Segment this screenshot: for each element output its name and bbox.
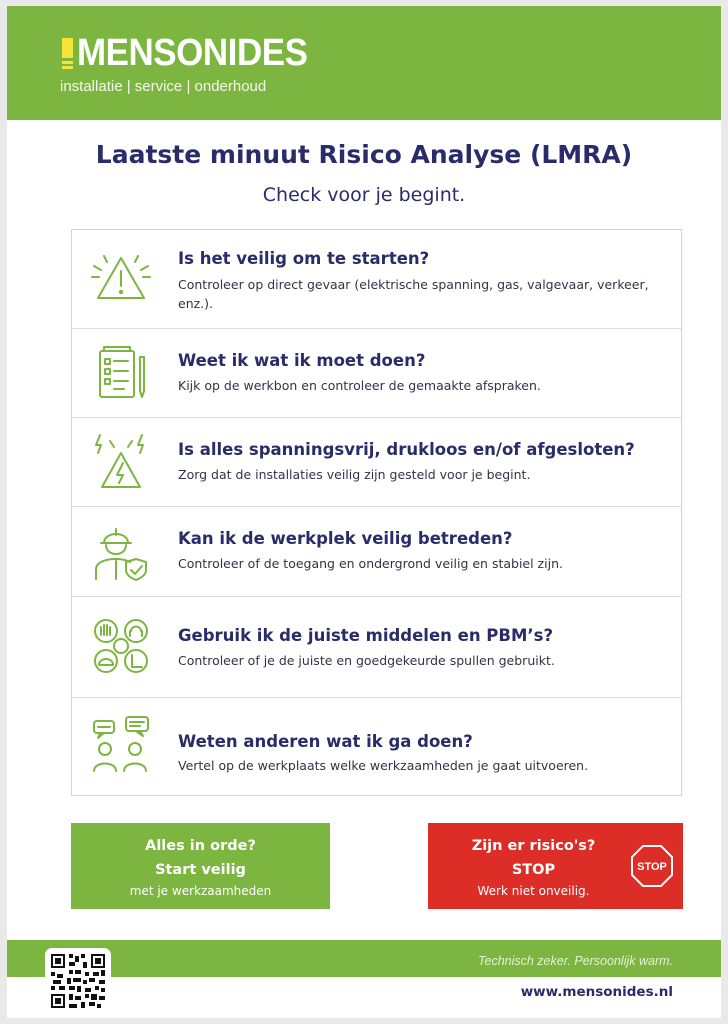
risk-question: Zijn er risico's? [471, 838, 596, 854]
stop-panel [428, 823, 683, 909]
header [7, 6, 721, 120]
yellow-bars-logo-icon [62, 38, 73, 70]
checklist-clipboard-icon [90, 343, 152, 405]
checklist-item [72, 507, 681, 597]
checklist-question: Is alles spanningsvrij, drukloos en/of afgesloten? [178, 440, 635, 459]
stop-sign-text: STOP [637, 861, 667, 873]
checklist-item [72, 230, 681, 329]
page-title: Laatste minuut Risico Analyse (LMRA) [95, 140, 633, 169]
checklist [71, 229, 682, 796]
risk-action: STOP [511, 862, 556, 878]
checklist-question: Weten anderen wat ik ga doen? [178, 732, 473, 751]
checklist-question: Kan ik de werkplek veilig betreden? [178, 529, 513, 548]
ok-note: met je werkzaamheden [129, 884, 272, 898]
checklist-question: Gebruik ik de juiste middelen en PBM’s? [178, 626, 554, 645]
stop-sign-icon [630, 844, 674, 888]
start-safely-panel [71, 823, 330, 909]
checklist-description: Vertel op de werkplaats welke werkzaamheden je gaat uitvoeren. [178, 758, 589, 773]
checklist-description: Controleer of de toegang en ondergrond veilig en stabiel zijn. [178, 556, 563, 571]
electrical-hazard-icon [90, 431, 152, 493]
checklist-item [72, 329, 681, 418]
checklist-description: Controleer of je de juiste en goedgekeurde spullen gebruikt. [178, 653, 555, 668]
brand-name: MENSONIDES [77, 32, 308, 74]
brand-tagline: installatie | service | onderhoud [60, 78, 267, 95]
checklist-description: Controleer op direct gevaar (elektrische spanning, gas, valgevaar, verkeer, enz.). [178, 277, 649, 311]
warning-triangle-icon [90, 246, 152, 308]
people-communication-icon [90, 715, 152, 777]
lmra-poster [7, 6, 721, 1018]
worker-shield-icon [90, 521, 152, 583]
website-link[interactable]: www.mensonides.nl [520, 984, 673, 1000]
checklist-description: Zorg dat de installaties veilig zijn gesteld voor je begint. [178, 467, 531, 482]
ok-question: Alles in orde? [145, 838, 256, 854]
page-subtitle: Check voor je begint. [262, 184, 466, 206]
checklist-description: Kijk op de werkbon en controleer de gemaakte afspraken. [178, 378, 541, 393]
checklist-item [72, 597, 681, 698]
ok-action: Start veilig [155, 862, 246, 878]
checklist-question: Is het veilig om te starten? [178, 249, 430, 268]
ppe-equipment-icon [90, 615, 152, 677]
checklist-question: Weet ik wat ik moet doen? [178, 351, 426, 370]
qr-code-icon[interactable] [45, 948, 111, 1014]
checklist-item [72, 418, 681, 507]
risk-note: Werk niet onveilig. [477, 884, 590, 898]
footer-slogan: Technisch zeker. Persoonlijk warm. [478, 954, 673, 968]
checklist-item [72, 698, 681, 795]
